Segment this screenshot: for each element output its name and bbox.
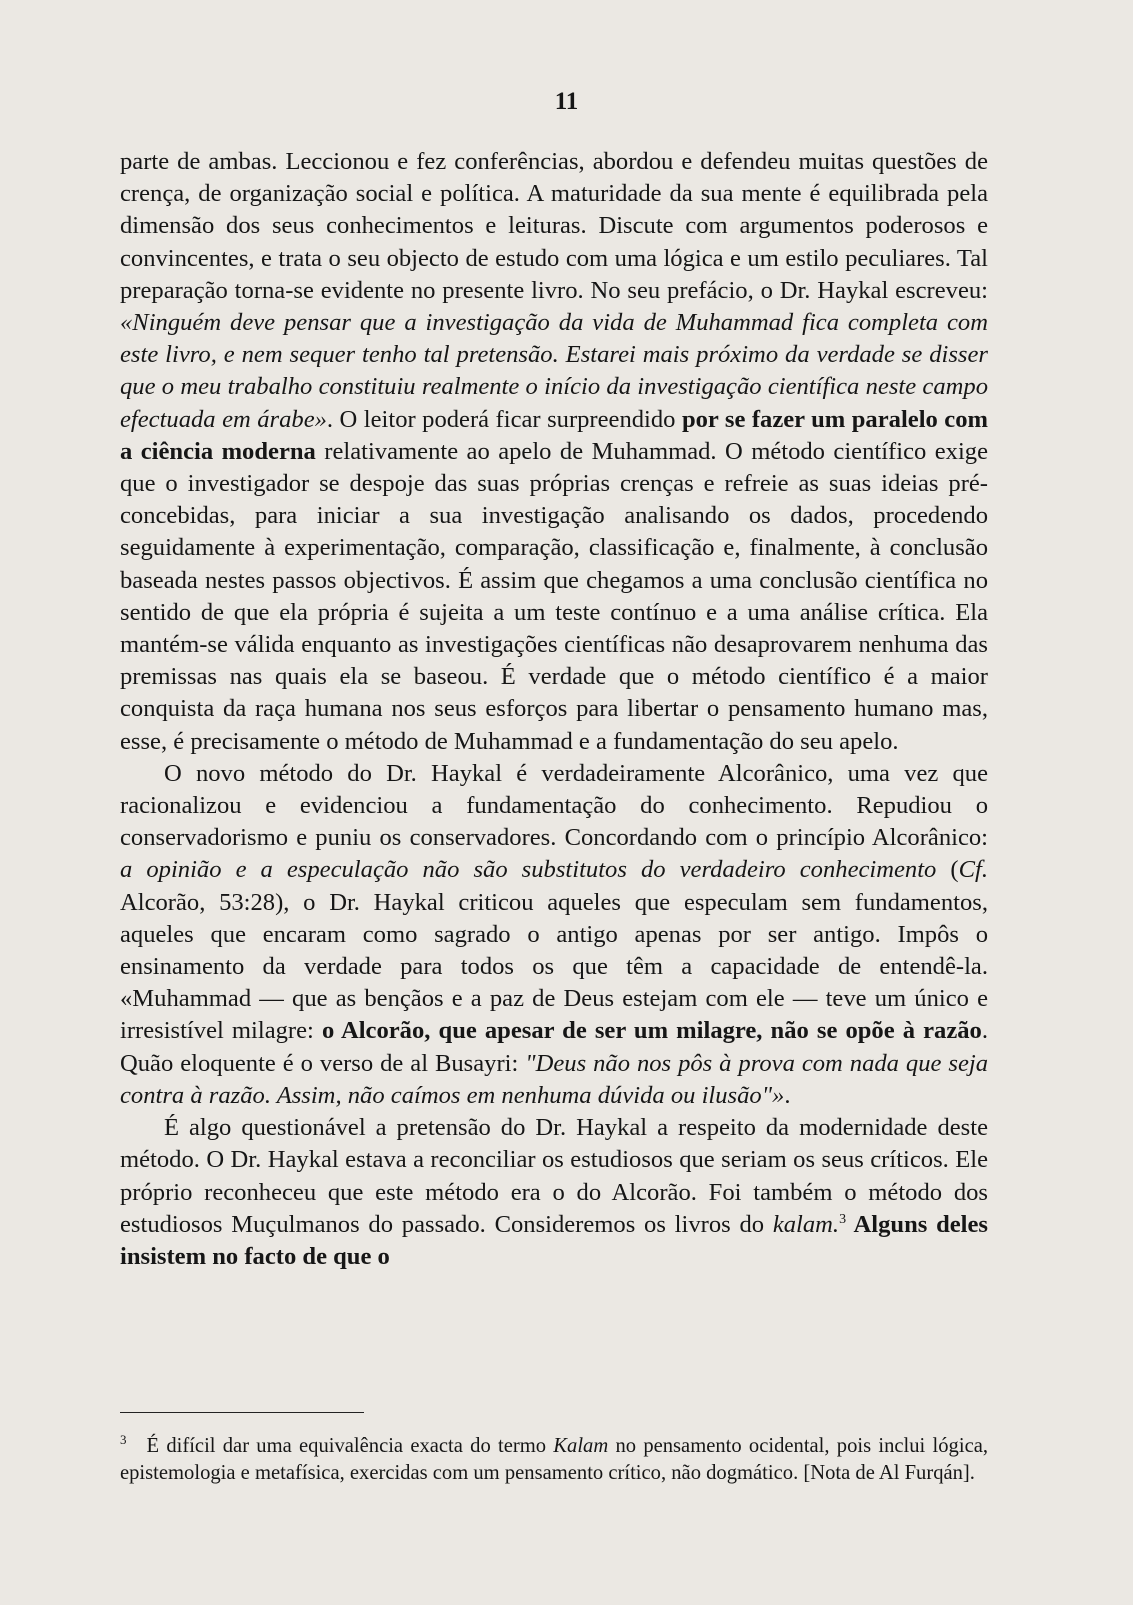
body-text	[120, 146, 988, 1273]
text-segment: relativamente ao apelo de Muhammad. O método científico exige que o investigador se despoje das suas próprias crenças e refreie as suas ideias pré-concebidas, para iniciar a sua investigação analisando os dados, procedendo seguidamente à experimentação, comparação, classificação e, finalmente, à conclusão baseada nestes passos objectivos. É assim que chegamos a uma conclusão científica no sentido de que ela própria é sujeita a um teste contínuo e a uma análise crítica. Ela mantém-se válida enquanto as investigações científicas não desaprovarem nenhuma das premissas nas quais ela se baseou. É verdade que o método científico é a maior conquista da raça humana nos seus esforços para libertar o pensamento humano mas, esse, é precisamente o método de Muhammad e a fundamentação do seu apelo.	[120, 437, 988, 755]
footnote	[120, 1426, 988, 1487]
text-segment: . O leitor poderá ficar surpreendido	[326, 405, 682, 433]
emphasis-segment: por se fazer um paralelo com a ciência moderna	[120, 405, 988, 465]
term-segment: kalam.	[772, 1210, 840, 1238]
footnotes	[120, 1426, 988, 1487]
text-segment: . Quão eloquente é o verso de al Busayri:	[120, 1017, 988, 1077]
footnote-reference[interactable]: 3	[839, 1211, 847, 1227]
emphasis-segment: Alguns deles insistem no facto de que o	[120, 1210, 988, 1270]
emphasis-segment: o Alcorão, que apesar de ser um milagre, não se opõe à razão	[321, 1017, 982, 1045]
quote-segment: a opinião e a especulação não são substitutos do verdadeiro conhecimento	[120, 856, 937, 884]
text-segment: (	[936, 856, 959, 884]
footnote-divider	[120, 1412, 364, 1413]
text-segment: no pensamento ocidental, pois inclui lógica, epistemologia e metafísica, exercidas com um pensamento crítico, não dogmático. [Nota de Al Furqán].	[120, 1434, 988, 1484]
term-segment: Kalam	[553, 1434, 609, 1457]
text-segment: .	[784, 1081, 791, 1109]
quote-segment: "Deus não nos pôs à prova com nada que seja contra à razão. Assim, não caímos em nenhuma dúvida ou ilusão"»	[120, 1049, 988, 1109]
text-segment: É algo questionável a pretensão do Dr. Haykal a respeito da modernidade deste método. O Dr. Haykal estava a reconciliar os estudiosos que seriam os seus críticos. Ele próprio reconheceu que este método era o do Alcorão. Foi também o método dos estudiosos Muçulmanos do passado. Consideremos os livros do	[120, 1114, 988, 1238]
quote-segment: «Ninguém deve pensar que a investigação da vida de Muhammad fica completa com este livro, e nem sequer tenho tal pretensão. Estarei mais próximo da verdade se disser que o meu trabalho constituiu realmente o início da investigação científica neste campo efectuada em árabe»	[120, 309, 988, 433]
text-segment: Alcorão, 53:28), o Dr. Haykal criticou aqueles que especulam sem fundamentos, aqueles que encaram como sagrado o antigo apenas por ser antigo. Impôs o ensinamento da verdade para todos os que têm a capacidade de entendê-la. «Muhammad — que as bençãos e a paz de Deus estejam com ele — teve um único e irresistível milagre:	[120, 888, 988, 1045]
paragraph	[120, 1112, 988, 1273]
text-segment: É difícil dar uma equivalência exacta do termo	[146, 1434, 554, 1457]
reference-abbreviation: Cf.	[958, 856, 988, 884]
text-segment: O novo método do Dr. Haykal é verdadeiramente Alcorânico, uma vez que racionalizou e evidenciou a fundamentação do conhecimento. Repudiou o conservadorismo e puniu os conservadores. Concordando com o princípio Alcorânico:	[120, 759, 988, 852]
paragraph	[120, 758, 988, 1112]
text-segment: parte de ambas. Leccionou e fez conferências, abordou e defendeu muitas questões de crença, de organização social e política. A maturidade da sua mente é equilibrada pela dimensão dos seus conhecimentos e leituras. Discute com argumentos poderosos e convincentes, e trata o seu objecto de estudo com uma lógica e um estilo peculiares. Tal preparação torna-se evidente no presente livro. No seu prefácio, o Dr. Haykal escreveu:	[120, 148, 988, 304]
footnote-mark: 3	[120, 1432, 127, 1447]
paragraph	[120, 146, 988, 758]
page-number: 11	[554, 88, 579, 115]
